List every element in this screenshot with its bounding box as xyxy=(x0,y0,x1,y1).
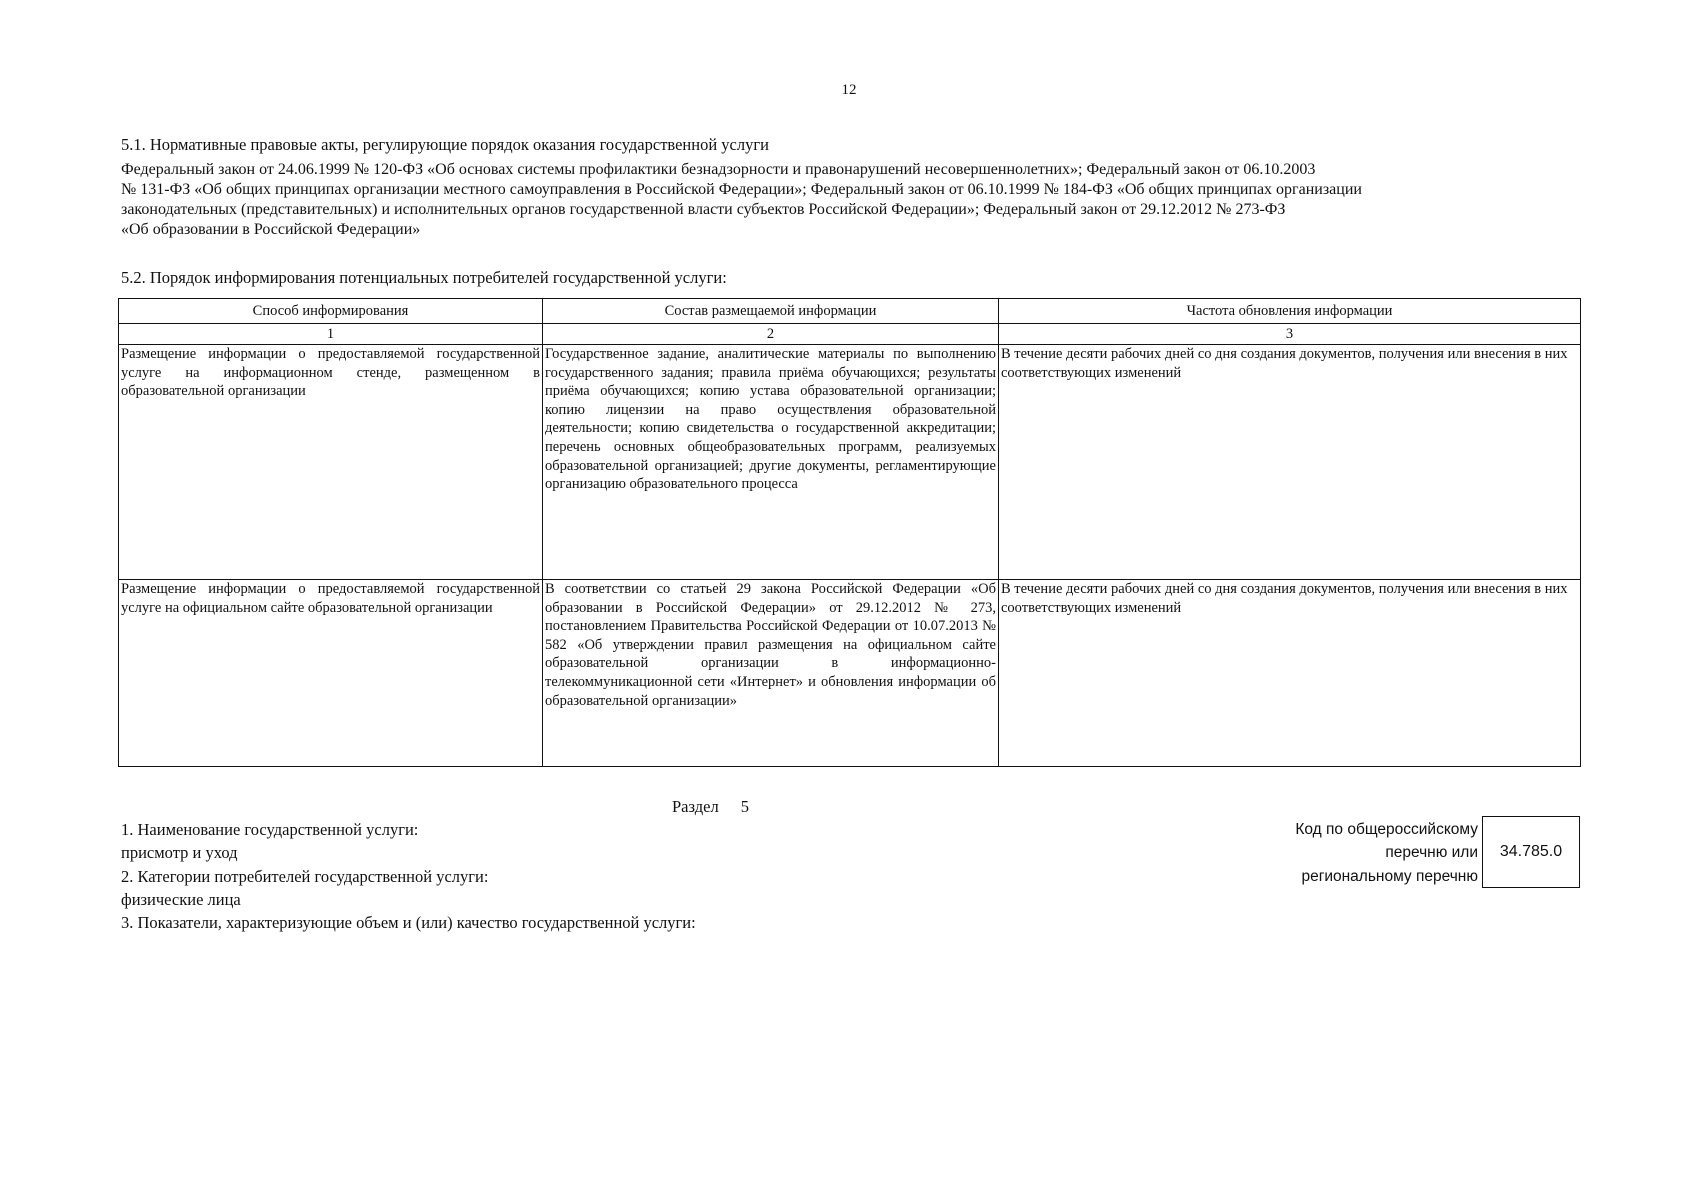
header-frequency: Частота обновления информации xyxy=(999,299,1581,324)
column-number-row xyxy=(119,324,1581,345)
normative-acts-line: «Об образовании в Российской Федерации» xyxy=(121,221,421,238)
code-label-line: Код по общероссийскому xyxy=(1295,821,1478,838)
code-label-line: перечню или xyxy=(1385,844,1478,862)
cell-content: Государственное задание, аналитические материалы по выполнению государственного задания; правила приёма обучающихся; результаты приёма обучающихся; копию устава образовательной организации; копию лицензии на право осуществления образовательной деятельности; копию свидетельства о государственной аккредитации; перечень основных общеобразовательных программ, реализуемых образовательной организацией; другие документы, регламентирующие организацию образовательного процесса xyxy=(543,345,999,580)
service-name-value: присмотр и уход xyxy=(121,843,238,863)
column-number: 1 xyxy=(119,324,543,345)
code-value-box: 34.785.0 xyxy=(1482,816,1580,888)
normative-acts-line: № 131-ФЗ «Об общих принципах организации местного самоуправления в Российской Федерации»; Федеральный закон от 06.10.1999 № 184-ФЗ «Об общих принципах организации xyxy=(121,181,1362,198)
section-5-1-heading: 5.1. Нормативные правовые акты, регулирующие порядок оказания государственной услуги xyxy=(121,135,769,154)
column-number: 2 xyxy=(543,324,999,345)
table-row xyxy=(119,345,1581,580)
section-title xyxy=(672,797,771,817)
section-number: 5 xyxy=(740,797,749,816)
service-description xyxy=(121,818,696,934)
cell-method: Размещение информации о предоставляемой государственной услуге на информационном стенде, размещенном в образовательной организации xyxy=(119,345,543,580)
table-header-row xyxy=(119,299,1581,324)
code-label-line: региональному перечню xyxy=(1301,867,1478,885)
cell-frequency: В течение десяти рабочих дней со дня создания документов, получения или внесения в них соответствующих изменений xyxy=(999,580,1581,767)
consumers-value: физические лица xyxy=(121,889,241,909)
header-content: Состав размещаемой информации xyxy=(543,299,999,324)
header-method: Способ информирования xyxy=(119,299,543,324)
code-label xyxy=(1295,818,1478,888)
table-row xyxy=(119,580,1581,767)
cell-frequency: В течение десяти рабочих дней со дня создания документов, получения или внесения в них соответствующих изменений xyxy=(999,345,1581,580)
service-name-label: 1. Наименование государственной услуги: xyxy=(121,820,419,839)
section-label: Раздел xyxy=(672,797,719,816)
normative-acts-text xyxy=(121,160,1581,240)
section-5-2-heading: 5.2. Порядок информирования потенциальных потребителей государственной услуги: xyxy=(121,268,727,287)
column-number: 3 xyxy=(999,324,1581,345)
cell-content: В соответствии со статьей 29 закона Российской Федерации «Об образовании в Российской Федерации» от 29.12.2012 № 273, постановлением Правительства Российской Федерации от 10.07.2013 № 582 «Об утверждении правил размещения на официальном сайте образовательной организации в информационно-телекоммуникационной сети «Интернет» и обновления информации об образовательной организации» xyxy=(543,580,999,767)
informing-table xyxy=(118,298,1581,767)
normative-acts-line: Федеральный закон от 24.06.1999 № 120-ФЗ «Об основах системы профилактики безнадзорности и правонарушений несовершеннолетних»; Федеральный закон от 06.10.2003 xyxy=(121,161,1316,178)
indicators-label: 3. Показатели, характеризующие объем и (или) качество государственной услуги: xyxy=(121,913,696,933)
cell-method: Размещение информации о предоставляемой государственной услуге на официальном сайте образовательной организации xyxy=(119,580,543,767)
page-number: 12 xyxy=(841,82,857,98)
normative-acts-line: законодательных (представительных) и исполнительных органов государственной власти субъектов Российской Федерации»; Федеральный закон от 29.12.2012 № 273-ФЗ xyxy=(121,201,1286,218)
consumers-label: 2. Категории потребителей государственной услуги: xyxy=(121,866,489,886)
